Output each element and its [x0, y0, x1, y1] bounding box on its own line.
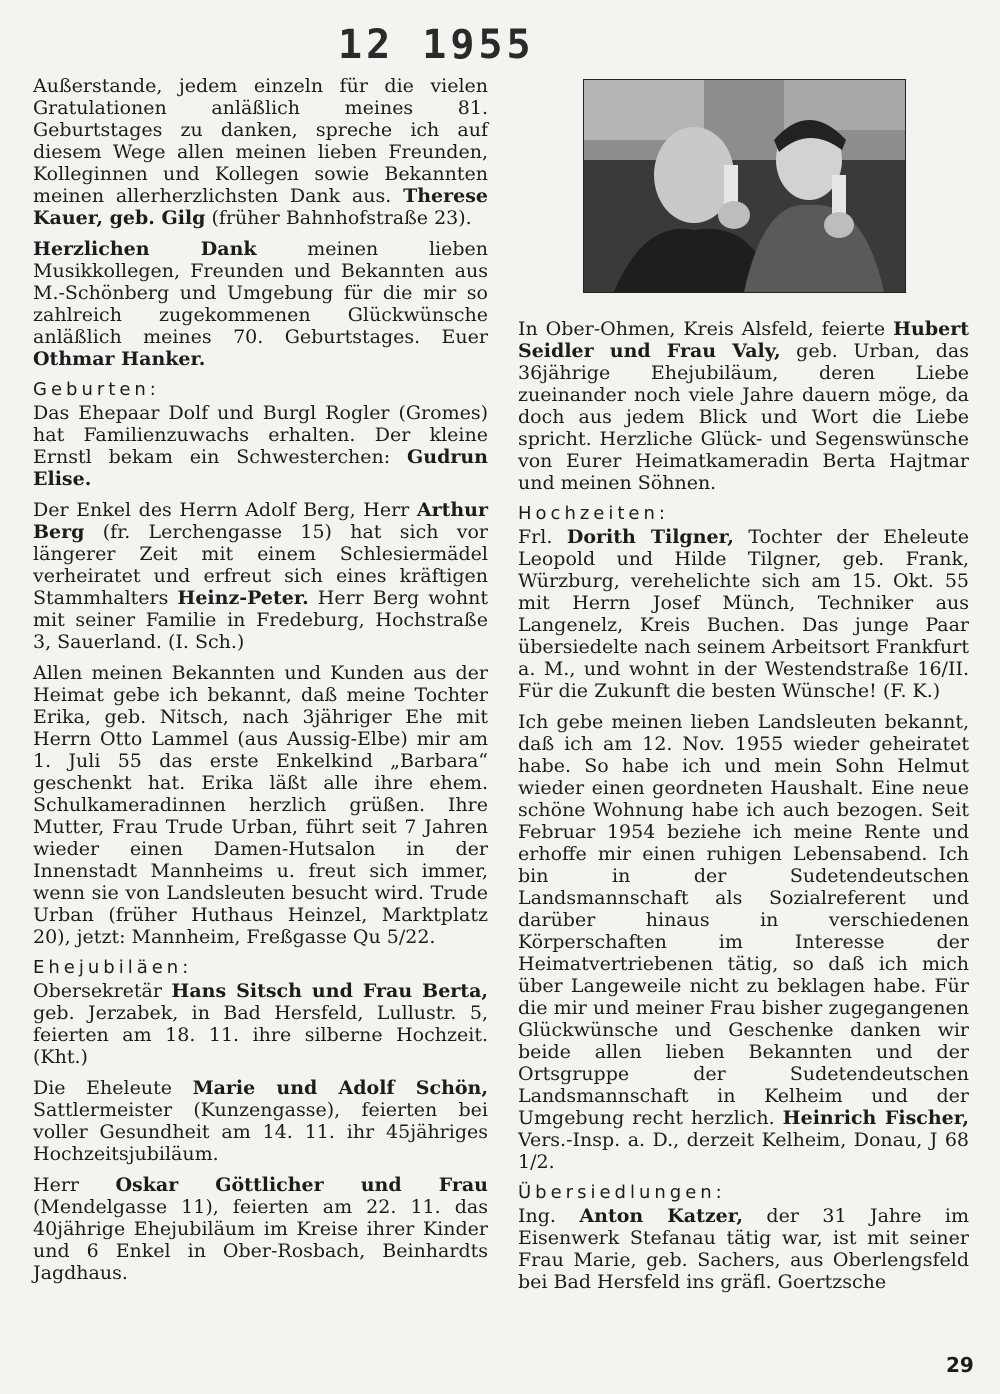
text: Ich gebe meinen lieben Landsleuten bekannt, daß ich am 12. Nov. 1955 wieder geheiratet habe. So habe ich und mein Sohn Helmut wieder einen geordneten Haushalt. Eine neue schöne Wohnung habe ich auch bezogen. Seit Februar 1954 beziehe ich meine Rente und erhoffe mir einen ruhigen Lebensabend. Ich bin in der Sudetendeutschen Landsmannschaft als Sozialreferent und darüber hinaus in verschiedenen Körperschaften im Interesse der Heimatvertriebenen tätig, so daß ich mich über Langeweile nicht zu beklagen habe. Für die mir und meiner Frau bisher zugegangenen Glückwünsche und Geschenke danken wir beide allen lieben Bekannten und der Ortsgruppe der Sudetendeutschen Landsmannschaft in Kelheim und der Umgebung recht herzlich.	[518, 711, 969, 1129]
photo-caption-seidler	[518, 318, 969, 494]
text: In Ober-Ohmen, Kreis Alsfeld, feierte	[518, 318, 886, 340]
name-bold: Othmar Hanker.	[33, 348, 206, 370]
name-bold: Anton Katzer,	[579, 1205, 743, 1227]
name-bold: Therese Kauer, geb. Gilg	[33, 185, 488, 229]
text: Obersekretär	[33, 980, 162, 1002]
name-bold: Arthur Berg	[33, 499, 488, 543]
name-bold: Marie und Adolf Schön,	[192, 1077, 488, 1099]
couple-photo-illustration	[584, 80, 905, 292]
text: (Mendelgasse 11), feierten am 22. 11. das 40jährige Ehejubiläum im Kreise ihrer Kinder und 6 Enkel in Ober-Rosbach, Beinhardts Jagdhaus.	[33, 1196, 488, 1284]
announcement-berg	[33, 499, 488, 653]
name-bold: Heinrich Fischer,	[782, 1107, 970, 1129]
announcement-schoen	[33, 1077, 488, 1165]
text: Ing.	[518, 1205, 556, 1227]
text: Herr Berg wohnt mit seiner Familie in Fredeburg, Hochstraße 3, Sauerland. (I. Sch.)	[33, 587, 489, 653]
text: Der Enkel des Herrn Adolf Berg, Herr	[33, 499, 410, 521]
name-bold: Herzlichen Dank	[33, 238, 257, 260]
text: Vers.-Insp. a. D., derzeit Kelheim, Donau, J 68 1/2.	[518, 1129, 969, 1173]
name-bold: Hubert Seidler und Frau Valy,	[518, 318, 970, 362]
page-number: 29	[946, 1353, 974, 1377]
section-heading-geburten: Geburten:	[33, 379, 160, 400]
text: meinen lieben Musikkollegen, Freunden und Bekannten aus M.-Schönberg und Umgebung für die mir so zahlreich zugekommenen Glückwünsche anläßlich meines 70. Geburtstages. Euer	[33, 238, 488, 348]
section-heading-hochzeiten: Hochzeiten:	[518, 503, 669, 524]
name-bold: Hans Sitsch und Frau Berta,	[171, 980, 488, 1002]
left-column	[33, 75, 488, 1293]
text: Außerstande, jedem einzeln für die vielen Gratulationen anläßlich meines 81. Geburtstages zu danken, spreche ich auf diesem Wege allen meinen lieben Freunden, Kolleginnen und Kollegen sowie Bekannten meinen allerherzlichsten Dank aus.	[33, 75, 488, 207]
announcement-urban: Allen meinen Bekannten und Kunden aus der Heimat gebe ich bekannt, daß meine Tochter Erika, geb. Nitsch, nach 3jähriger Ehe mit Herrn Otto Lammel (aus Aussig-Elbe) mir am 1. Juli 55 das erste Enkelkind „Barbara“ geschenkt hat. Erika läßt alle ihre ehem. Schulkameradinnen herzlich grüßen. Ihre Mutter, Frau Trude Urban, führt seit 7 Jahren wieder einen Damen-Hutsalon in der Innenstadt Mannheims u. freut sich immer, wenn sie von Landsleuten besucht wird. Trude Urban (früher Huthaus Heinzel, Marktplatz 20), jetzt: Mannheim, Freßgasse Qu 5/22.	[33, 662, 488, 948]
section-heading-ehejubilaeen: Ehejubiläen:	[33, 957, 193, 978]
text: geb. Jerzabek, in Bad Hersfeld, Lullustr. 5, feierten am 18. 11. ihre silberne Hochzeit. (Kht.)	[33, 1002, 488, 1068]
text: Herr	[33, 1174, 79, 1196]
couple-photo	[583, 79, 906, 293]
announcement-rogler	[33, 402, 488, 490]
announcement-sitsch	[33, 980, 488, 1068]
right-column	[518, 318, 969, 1302]
announcement-kauer	[33, 75, 488, 229]
text: Frl.	[518, 526, 553, 548]
section-heading-uebersiedlungen: Übersiedlungen:	[518, 1182, 726, 1203]
announcement-tilgner	[518, 526, 969, 702]
text: (fr. Lerchengasse 15) hat sich vor längerer Zeit mit einem Schlesiermädel verheiratet und erfreut sich eines kräftigen Stammhalters	[33, 521, 488, 609]
text: Tochter der Eheleute Leopold und Hilde Tilgner, geb. Frank, Würzburg, verehelichte sich am 15. Okt. 55 mit Herrn Josef Münch, Techniker aus Langenelz, Kreis Buchen. Das junge Paar übersiedelte nach seinem Arbeitsort Frankfurt a. M., und wohnt in der Westendstraße 16/II. Für die Zukunft die besten Wünsche! (F. K.)	[518, 526, 970, 702]
announcement-goettlicher	[33, 1174, 488, 1284]
name-bold: Dorith Tilgner,	[566, 526, 734, 548]
text: Sattlermeister (Kunzengasse), feierten bei voller Gesundheit am 14. 11. ihr 45jähriges Hochzeitsjubiläum.	[33, 1099, 488, 1165]
text: Die Eheleute	[33, 1077, 172, 1099]
date-stamp: 12 1955	[338, 22, 535, 68]
announcement-fischer	[518, 711, 969, 1173]
text: der 31 Jahre im Eisenwerk Stefanau tätig war, ist mit seiner Frau Marie, geb. Sachers, aus Oberlengsfeld bei Bad Hersfeld ins gräfl. Goertzsche	[518, 1205, 970, 1293]
name-bold: Gudrun Elise.	[33, 446, 488, 490]
announcement-hanker	[33, 238, 488, 370]
announcement-katzer	[518, 1205, 969, 1293]
text: (früher Bahnhofstraße 23).	[211, 207, 472, 229]
text: Das Ehepaar Dolf und Burgl Rogler (Gromes) hat Familienzuwachs erhalten. Der kleine Ernstl bekam ein Schwesterchen:	[33, 402, 488, 468]
name-bold: Oskar Göttlicher und Frau	[115, 1174, 488, 1196]
text: geb. Urban, das 36jährige Ehejubiläum, deren Liebe zueinander noch viele Jahre dauern möge, da doch aus jedem Blick und Wort die Liebe spricht. Herzliche Glück- und Segenswünsche von Eurer Heimatkameradin Berta Hajtmar und meinen Söhnen.	[518, 340, 969, 494]
name-bold: Heinz-Peter.	[177, 587, 309, 609]
